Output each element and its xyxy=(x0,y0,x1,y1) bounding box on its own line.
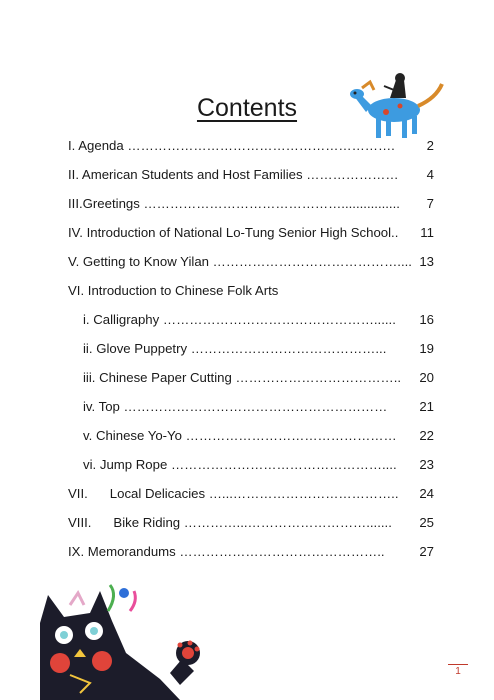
toc-entry-lo-tung-introduction[interactable] xyxy=(68,223,434,243)
toc-entry-title: i. Calligraphy …………………………………………...... xyxy=(83,312,396,327)
toc-entry-title: II. American Students and Host Families ………………… xyxy=(68,167,399,182)
toc-entry-title: vi. Jump Rope ………………………………………….... xyxy=(83,457,397,472)
toc-entry-greetings[interactable] xyxy=(68,194,434,214)
toc-entry-local-delicacies[interactable] xyxy=(68,484,434,504)
page-number: 1 xyxy=(448,664,468,677)
page-title: Contents xyxy=(196,94,298,122)
cat-illustration xyxy=(30,583,205,700)
toc-entry-page: 20 xyxy=(419,370,434,385)
toc-entry-page: 11 xyxy=(420,225,434,240)
toc-entry-page: 22 xyxy=(419,428,434,443)
toc-entry-page: 4 xyxy=(426,167,434,182)
toc-entry-page: 16 xyxy=(419,312,434,327)
toc-entry-page: 27 xyxy=(419,544,434,559)
toc-entry-page: 24 xyxy=(419,486,434,501)
toc-entry-glove-puppetry[interactable] xyxy=(83,339,434,359)
toc-entry-yo-yo[interactable] xyxy=(83,426,434,446)
toc-entry-jump-rope[interactable] xyxy=(83,455,434,475)
toc-entry-page: 25 xyxy=(419,515,434,530)
toc-entry-title: VIII. Bike Riding …………...………………………....... xyxy=(68,515,392,530)
toc-entry-title: V. Getting to Know Yilan …………………………………….... xyxy=(68,254,412,269)
toc-entry-page: 23 xyxy=(419,457,434,472)
toc-entry-page: 19 xyxy=(419,341,434,356)
toc-section-folk-arts[interactable] xyxy=(68,281,434,301)
toc-entry-title: IV. Introduction of National Lo-Tung Senior High School.. xyxy=(68,225,399,240)
toc-entry-title: iii. Chinese Paper Cutting ……………………………….. xyxy=(83,370,402,385)
toc-entry-title: v. Chinese Yo-Yo ………………………………………… xyxy=(83,428,397,443)
toc-entry-memorandums[interactable] xyxy=(68,542,434,562)
toc-entry-title: iv. Top …………………………………………………… xyxy=(83,399,388,414)
toc-entry-top[interactable] xyxy=(83,397,434,417)
toc-entry-title: VI. Introduction to Chinese Folk Arts xyxy=(68,283,279,298)
toc-entry-title: I. Agenda ……………………………………………………. xyxy=(68,138,395,153)
toc-entry-page: 21 xyxy=(419,399,434,414)
horse-rider-illustration xyxy=(350,72,446,142)
toc-entry-page: 7 xyxy=(426,196,434,211)
toc-entry-title: IX. Memorandums ……………………………………….. xyxy=(68,544,385,559)
toc-entry-page: 2 xyxy=(426,138,434,153)
toc-entry-paper-cutting[interactable] xyxy=(83,368,434,388)
toc-entry-title: VII. Local Delicacies …...……………………………….. xyxy=(68,486,399,501)
toc-entry-page: 13 xyxy=(419,254,434,269)
toc-entry-american-students[interactable] xyxy=(68,165,434,185)
toc-entry-bike-riding[interactable] xyxy=(68,513,434,533)
toc-entry-calligraphy[interactable] xyxy=(83,310,434,330)
toc-entry-title: ii. Glove Puppetry ……………………………………... xyxy=(83,341,387,356)
toc-entry-title: III.Greetings ………………………………………................ xyxy=(68,196,400,211)
toc-entry-agenda[interactable] xyxy=(68,136,434,156)
toc-entry-yilan[interactable] xyxy=(68,252,434,272)
